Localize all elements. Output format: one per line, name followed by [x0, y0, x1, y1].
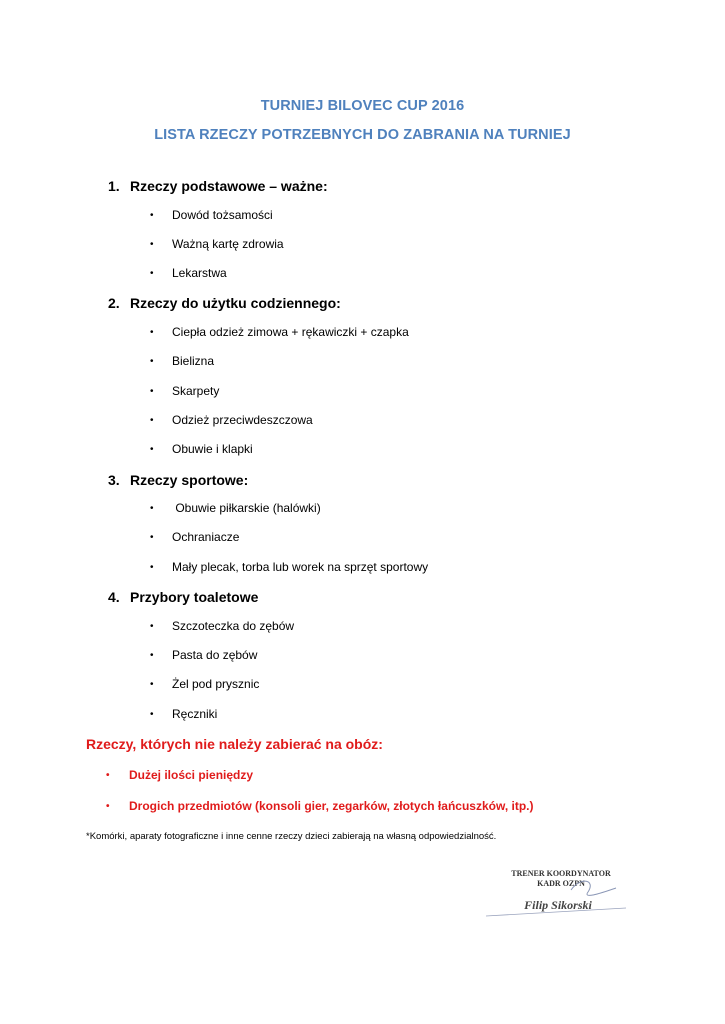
section-label: Rzeczy sportowe: [130, 472, 249, 488]
section-heading [108, 295, 341, 311]
list-item: • Obuwie i klapki [150, 442, 253, 456]
section-heading [108, 589, 258, 605]
warning-item: • Dużej ilości pieniędzy [106, 768, 254, 782]
footnote: *Komórki, aparaty fotograficzne i inne cenne rzeczy dzieci zabierają na własną odpowiedzialność. [86, 831, 497, 842]
bullet-icon: • [150, 444, 154, 455]
list-item: • Ważną kartę zdrowia [150, 237, 284, 251]
list-item: • Mały plecak, torba lub worek na sprzęt sportowy [150, 560, 429, 574]
bullet-icon: • [150, 562, 154, 573]
document-title: TURNIEJ BILOVEC CUP 2016 [260, 98, 465, 114]
bullet-icon: • [150, 327, 154, 338]
bullet-icon: • [150, 650, 154, 661]
document-subtitle: LISTA RZECZY POTRZEBNYCH DO ZABRANIA NA TURNIEJ [154, 127, 571, 143]
warning-heading: Rzeczy, których nie należy zabierać na obóz: [86, 736, 383, 752]
section-label: Rzeczy do użytku codziennego: [130, 295, 341, 311]
list-item: • Ochraniacze [150, 530, 240, 544]
bullet-icon: • [150, 268, 154, 279]
bullet-icon: • [106, 770, 110, 781]
section-number: 4. [108, 589, 120, 605]
section-number: 3. [108, 472, 120, 488]
bullet-icon: • [150, 503, 154, 514]
bullet-icon: • [150, 415, 154, 426]
list-item: • Skarpety [150, 384, 220, 398]
stamp-line1: TRENER KOORDYNATOR [511, 869, 611, 878]
list-item: • Szczoteczka do zębów [150, 619, 295, 633]
section-label: Przybory toaletowe [130, 589, 259, 605]
list-item: • Lekarstwa [150, 266, 227, 280]
bullet-icon: • [150, 621, 154, 632]
section-label: Rzeczy podstawowe – ważne: [130, 178, 328, 194]
list-item: • Bielizna [150, 354, 215, 368]
bullet-icon: • [150, 386, 154, 397]
bullet-icon: • [150, 709, 154, 720]
warning-item: • Drogich przedmiotów (konsoli gier, zegarków, złotych łańcuszków, itp.) [106, 799, 534, 813]
stamp-signature: Filip Sikorski [524, 898, 592, 912]
list-item: • Żel pod prysznic [150, 677, 260, 691]
list-item: • Ręczniki [150, 707, 218, 721]
section-heading [108, 178, 328, 194]
signature-stamp [476, 862, 641, 922]
bullet-icon: • [150, 210, 154, 221]
list-item: • Dowód tożsamości [150, 208, 273, 222]
section-number: 2. [108, 295, 120, 311]
bullet-icon: • [106, 801, 110, 812]
list-item: • Obuwie piłkarskie (halówki) [150, 501, 321, 515]
list-item: • Odzież przeciwdeszczowa [150, 413, 313, 427]
bullet-icon: • [150, 239, 154, 250]
list-item: • Pasta do zębów [150, 648, 258, 662]
section-heading [108, 472, 248, 488]
bullet-icon: • [150, 532, 154, 543]
stamp-line2: KADR OZPN [537, 879, 585, 888]
bullet-icon: • [150, 679, 154, 690]
signature-scribble [571, 881, 616, 895]
section-number: 1. [108, 178, 120, 194]
bullet-icon: • [150, 356, 154, 367]
list-item: • Ciepła odzież zimowa + rękawiczki + czapka [150, 325, 409, 339]
